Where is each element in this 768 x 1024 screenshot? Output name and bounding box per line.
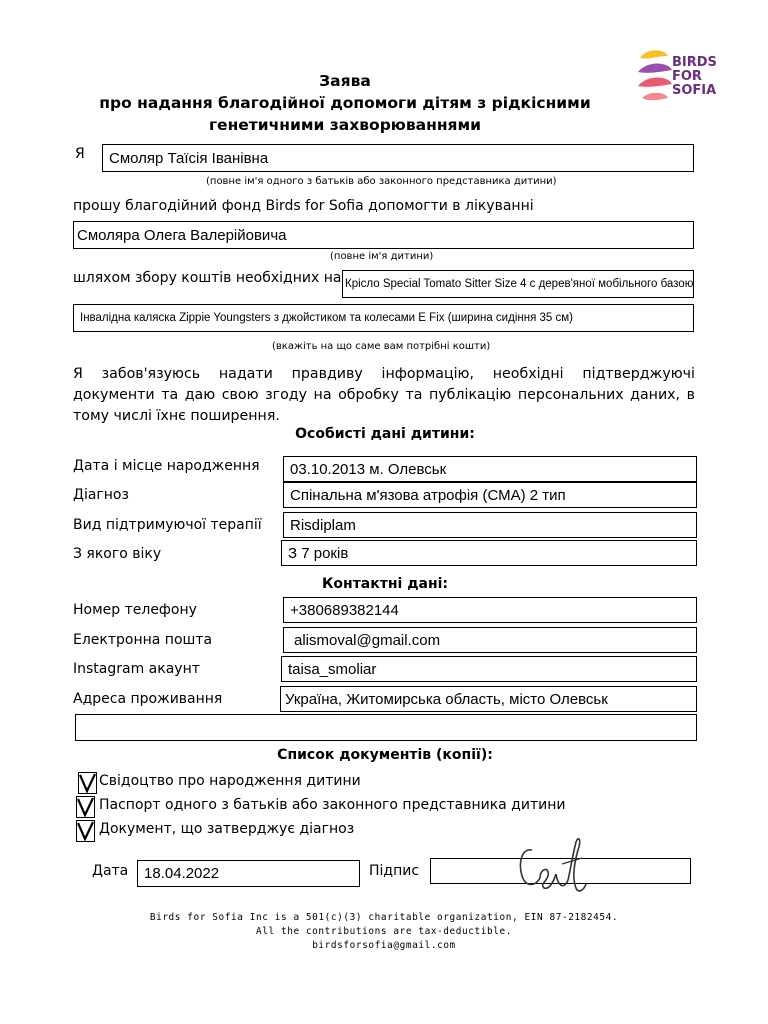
logo-text-sofia: SOFIA (672, 83, 717, 98)
document-checkbox-diagnosis[interactable] (76, 820, 95, 842)
date-label: Дата (92, 863, 129, 879)
child-name-hint: (повне ім'я дитини) (330, 251, 434, 262)
applicant-name-field[interactable]: Смоляр Таїсія Іванівна (102, 144, 694, 172)
footer-line-2: All the contributions are tax-deductible. (255, 926, 512, 937)
phone-field[interactable]: +380689382144 (283, 597, 697, 623)
checkmark-icon (77, 797, 94, 817)
document-subtitle-1: про надання благодійної допомоги дітям з рідкісними (99, 94, 591, 112)
child-name-field[interactable]: Смоляра Олега Валерійовича (73, 221, 694, 249)
document-checkbox-birth-certificate[interactable] (78, 772, 97, 794)
need-hint: (вкажіть на що саме вам потрібні кошти) (272, 341, 491, 352)
documents-heading: Список документів (копії): (277, 747, 493, 763)
document-checkbox-passport[interactable] (76, 796, 95, 818)
phone-label: Номер телефону (73, 602, 197, 618)
applicant-prefix: Я (75, 146, 85, 162)
consent-paragraph: Я забов'язуюсь надати правдиву інформацію, необхідні підтверджуючі документи та даю свою згоду на обробку та публікацію персональних даних, в тому числі їхнє поширення. (73, 366, 695, 424)
address-label: Адреса проживання (73, 691, 223, 707)
diagnosis-label: Діагноз (73, 487, 129, 503)
instagram-label: Instagram акаунт (73, 661, 200, 677)
date-field[interactable]: 18.04.2022 (137, 860, 360, 887)
document-subtitle-2: генетичними захворюваннями (208, 116, 482, 134)
therapy-field[interactable]: Risdiplam (283, 512, 697, 538)
contacts-heading: Контактні дані: (321, 576, 449, 592)
diagnosis-field[interactable]: Спінальна м'язова атрофія (СМА) 2 тип (283, 482, 697, 508)
document-label-passport: Паспорт одного з батьків або законного представника дитини (99, 797, 566, 813)
fundraising-label: шляхом збору коштів необхідних на (73, 270, 342, 286)
need-field-line1[interactable]: Крісло Special Tomato Sitter Size 4 с дерев'яної мобільного базою (342, 270, 694, 298)
checkmark-icon (77, 821, 94, 841)
email-label: Електронна пошта (73, 632, 213, 648)
request-text: прошу благодійний фонд Birds for Sofia допомогти в лікуванні (73, 198, 534, 214)
address-field-line2[interactable] (75, 714, 697, 741)
age-field[interactable]: З 7 років (281, 540, 697, 566)
document-title: Заява (319, 72, 371, 90)
handwritten-signature-icon (510, 828, 590, 900)
email-field[interactable]: alismoval@gmail.com (283, 627, 697, 653)
document-label-birth-certificate: Свідоцтво про народження дитини (99, 773, 361, 789)
document-label-diagnosis: Документ, що затверджує діагноз (99, 821, 355, 837)
therapy-label: Вид підтримуючої терапії (73, 517, 262, 533)
child-section-heading: Особисті дані дитини: (295, 426, 475, 442)
footer-email: birdsforsofia@gmail.com (312, 940, 456, 951)
applicant-hint: (повне ім'я одного з батьків або законного представника дитини) (206, 176, 557, 187)
checkmark-icon (79, 773, 96, 793)
birth-label: Дата і місце народження (73, 458, 260, 474)
address-field[interactable]: Україна, Житомирська область, місто Олевськ (280, 686, 697, 712)
age-label: З якого віку (73, 546, 162, 562)
footer-line-1: Birds for Sofia Inc is a 501(c)(3) charitable organization, EIN 87-2182454. (149, 912, 619, 923)
signature-label: Підпис (369, 863, 420, 879)
instagram-field[interactable]: taisa_smoliar (281, 656, 697, 682)
need-field-line2[interactable]: Інвалідна каляска Zippie Youngsters з джойстиком та колесами E Fix (ширина сидіння 35 см) (73, 304, 694, 332)
logo-text-for: FOR (672, 69, 702, 84)
birds-for-sofia-logo (620, 42, 740, 114)
logo-text-birds: BIRDS (672, 55, 717, 70)
birth-field[interactable]: 03.10.2013 м. Олевськ (283, 456, 697, 482)
